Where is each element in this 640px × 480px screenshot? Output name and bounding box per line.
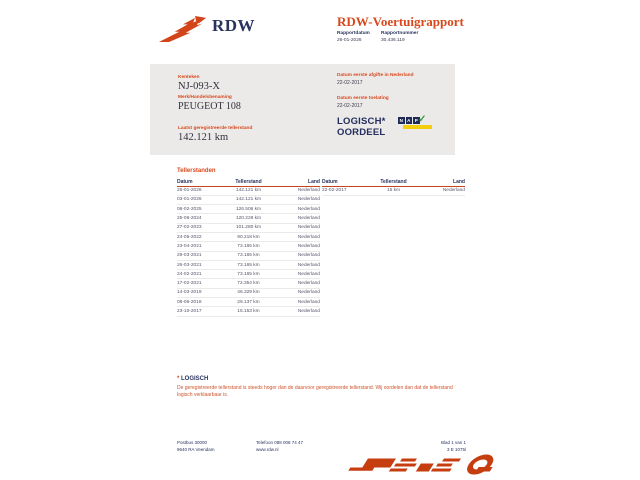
table-cell: Nederland bbox=[297, 299, 320, 305]
tellerstanden-table-first bbox=[322, 178, 465, 196]
table-cell: 26-01-2026 bbox=[177, 188, 202, 194]
table-row bbox=[177, 289, 320, 298]
footer-address-line2: 9640 RA Veendam bbox=[177, 446, 215, 452]
merk-label: Merk/Handelsbenaming bbox=[178, 95, 232, 100]
col-header-datum: Datum bbox=[177, 178, 193, 185]
footer-address-line1: Postbus 30000 bbox=[177, 440, 208, 445]
footer-address bbox=[177, 440, 215, 453]
table-row bbox=[177, 252, 320, 261]
table-cell: 73.165 km bbox=[237, 243, 260, 249]
merk-value: PEUGEOT 108 bbox=[178, 101, 241, 112]
footer-page-indicator: Blad 1 van 1 bbox=[440, 440, 466, 445]
table-row bbox=[322, 187, 465, 196]
oordeel-line2: OORDEEL bbox=[337, 127, 386, 138]
table-cell: 73.165 km bbox=[237, 271, 260, 277]
rdw-brand-wordmark: RDW bbox=[212, 16, 256, 35]
table-body bbox=[322, 187, 465, 196]
footer-form-code: 3 E 1075l bbox=[446, 446, 466, 452]
table-row bbox=[177, 270, 320, 279]
table-cell: Nederland bbox=[297, 234, 320, 240]
speed-lines-graphic bbox=[344, 452, 498, 479]
table-cell: Nederland bbox=[297, 262, 320, 268]
nap-letter-n: N bbox=[399, 117, 403, 123]
col-header-land: Land bbox=[308, 178, 320, 185]
table-cell: 08-06-2018 bbox=[177, 299, 202, 305]
tellerstand-label: Laatst geregistreerde tellerstand bbox=[178, 126, 253, 131]
table-cell: 46.329 km bbox=[237, 290, 260, 296]
table-header-row bbox=[177, 178, 320, 187]
rapportdatum-label: Rapportdatum bbox=[337, 31, 370, 36]
tellerstanden-section-title: Tellerstanden bbox=[177, 168, 216, 174]
footer-phone: Telefoon 088 008 74 47 bbox=[256, 440, 304, 445]
table-row bbox=[177, 196, 320, 205]
table-cell: 23-10-2017 bbox=[177, 309, 202, 314]
table-cell: Nederland bbox=[297, 225, 320, 231]
table-cell: 15 km bbox=[386, 188, 401, 194]
table-cell: 72.354 km bbox=[237, 281, 260, 287]
table-row bbox=[177, 298, 320, 307]
table-cell: 29.137 km bbox=[237, 299, 260, 305]
col-header-land: Land bbox=[453, 178, 465, 185]
table-cell: 29-03-2021 bbox=[177, 253, 202, 259]
kenteken-label: Kenteken bbox=[178, 75, 200, 80]
table-cell: 27-02-2023 bbox=[177, 225, 202, 231]
col-header-tellerstand: Tellerstand bbox=[380, 178, 407, 185]
toelating-value: 22-02-2017 bbox=[337, 103, 363, 109]
table-cell: Nederland bbox=[297, 197, 320, 203]
toelating-label: Datum eerste toelating bbox=[337, 96, 389, 101]
footnote-asterisk: * bbox=[177, 376, 180, 382]
table-cell: 17-02-2021 bbox=[177, 281, 202, 287]
table-cell: 24-02-2021 bbox=[177, 271, 202, 277]
nap-check-icon: ✓ bbox=[418, 114, 427, 125]
rdw-bird-logo-icon bbox=[158, 12, 208, 46]
table-cell: 142.121 km bbox=[235, 188, 262, 194]
table-row bbox=[177, 261, 320, 270]
table-cell: 14-03-2019 bbox=[177, 290, 202, 296]
table-cell: Nederland bbox=[297, 188, 320, 194]
table-cell: 73.165 km bbox=[237, 262, 260, 268]
footer-website: www.rdw.nl bbox=[256, 446, 279, 452]
table-cell: 15.153 km bbox=[237, 309, 260, 314]
table-cell: 120.228 km bbox=[235, 216, 262, 222]
table-header-row bbox=[322, 178, 465, 187]
table-cell: Nederland bbox=[442, 188, 465, 194]
table-row bbox=[177, 214, 320, 223]
footnote-body: De geregistreerde tellerstand is steeds hoger dan de daarvoor geregistreerde tellerstand. Wij oordelen dan dat de tellerstand logisch verklaarbaar is. bbox=[177, 385, 453, 398]
table-row bbox=[177, 279, 320, 288]
table-row bbox=[177, 307, 320, 316]
table-cell: 24-05-2022 bbox=[177, 234, 202, 240]
footer-contact bbox=[256, 440, 303, 453]
afgifte-value: 22-02-2017 bbox=[337, 80, 363, 86]
nap-letter-p: P bbox=[414, 117, 418, 123]
kenteken-value: NJ-093-X bbox=[178, 81, 220, 92]
tellerstanden-table-nl bbox=[177, 178, 320, 317]
table-cell: 126.506 km bbox=[235, 206, 262, 212]
footnote-title-text: LOGISCH bbox=[181, 376, 209, 382]
page-title: RDW-Voertuigrapport bbox=[337, 14, 464, 29]
nap-letter-a: A bbox=[407, 117, 411, 123]
table-cell: 90.218 km bbox=[237, 234, 260, 240]
col-header-datum: Datum bbox=[322, 178, 338, 185]
table-row bbox=[177, 233, 320, 242]
col-header-tellerstand: Tellerstand bbox=[235, 178, 262, 185]
rapportnummer-label: Rapportnummer bbox=[381, 31, 419, 36]
table-cell: Nederland bbox=[297, 271, 320, 277]
table-cell: 101.280 km bbox=[235, 225, 262, 231]
table-row bbox=[177, 224, 320, 233]
table-cell: 25-06-2024 bbox=[177, 216, 202, 222]
table-body bbox=[177, 187, 320, 317]
footnote-title bbox=[177, 376, 208, 382]
table-cell: Nederland bbox=[297, 281, 320, 287]
nap-letter-tiles bbox=[398, 117, 420, 124]
table-cell: Nederland bbox=[297, 216, 320, 222]
table-cell: 03-01-2026 bbox=[177, 197, 202, 203]
table-cell: 142.121 km bbox=[235, 197, 262, 203]
table-cell: Nederland bbox=[297, 243, 320, 249]
oordeel-line1: LOGISCH* bbox=[337, 116, 386, 127]
table-cell: 06-02-2025 bbox=[177, 206, 202, 212]
tellerstand-value: 142.121 km bbox=[178, 132, 229, 143]
table-cell: 26-03-2021 bbox=[177, 262, 202, 268]
table-cell: 22-02-2017 bbox=[322, 188, 347, 194]
nap-logo bbox=[398, 114, 434, 133]
table-cell: Nederland bbox=[297, 290, 320, 296]
table-row bbox=[177, 242, 320, 251]
table-cell: Nederland bbox=[297, 253, 320, 259]
nap-yellow-bar bbox=[403, 125, 432, 129]
table-cell: Nederland bbox=[297, 206, 320, 212]
table-cell: Nederland bbox=[297, 309, 320, 314]
afgifte-label: Datum eerste afgifte in Nederland bbox=[337, 73, 414, 78]
rapportdatum-value: 26-01-2026 bbox=[337, 38, 362, 43]
rapportnummer-value: 30.436.119 bbox=[381, 38, 405, 43]
table-cell: 23-04-2021 bbox=[177, 243, 202, 249]
table-row bbox=[177, 205, 320, 214]
table-row bbox=[177, 187, 320, 196]
vehicle-summary-panel bbox=[150, 64, 455, 155]
table-cell: 73.165 km bbox=[237, 253, 260, 259]
oordeel-badge bbox=[337, 116, 386, 138]
